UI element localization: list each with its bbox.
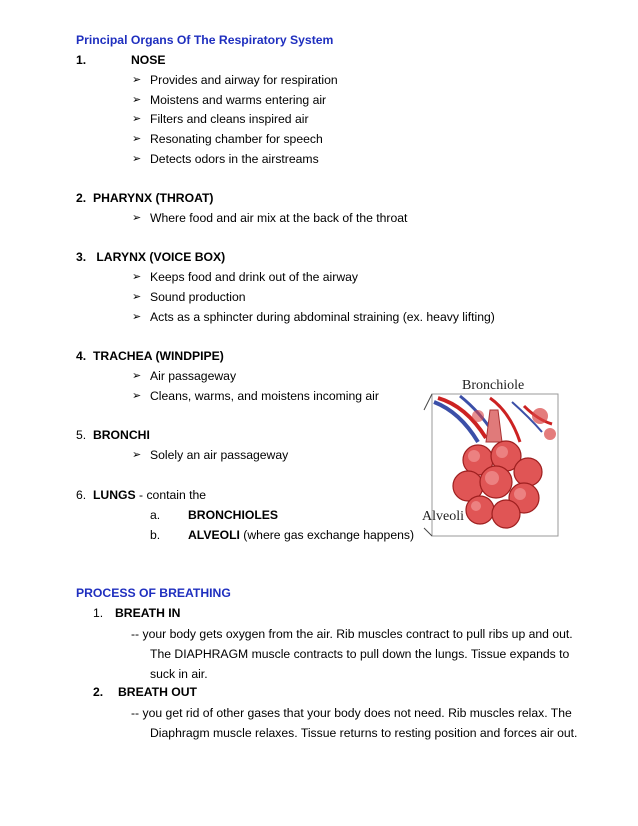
section-heading-process: PROCESS OF BREATHING: [76, 586, 231, 600]
arrow-bullet-icon: ➢: [132, 271, 142, 283]
sublist-item: [188, 508, 278, 522]
section-title: NOSE: [131, 53, 166, 67]
list-item-text: Sound production: [150, 290, 246, 304]
arrow-bullet-icon: ➢: [132, 291, 142, 303]
arrow-bullet-icon: ➢: [132, 449, 142, 461]
list-item-text: Air passageway: [150, 369, 237, 383]
paragraph-line: suck in air.: [150, 667, 208, 681]
sublist-item: [188, 528, 414, 542]
process-title: BREATH OUT: [118, 685, 197, 699]
section-heading: [76, 250, 225, 264]
section-number: 5.: [76, 428, 87, 442]
section-title: TRACHEA (WINDPIPE): [92, 349, 224, 363]
page-title: Principal Organs Of The Respiratory System: [76, 33, 334, 47]
process-title: BREATH IN: [115, 606, 181, 620]
arrow-bullet-icon: ➢: [132, 390, 142, 402]
section-heading: [76, 191, 213, 205]
section-number: 3.: [76, 250, 87, 264]
section-suffix: - contain the: [139, 488, 207, 502]
figure-label-alveoli: Alveoli: [422, 509, 464, 524]
list-item-text: Filters and cleans inspired air: [150, 112, 309, 126]
sublist-note: (where gas exchange happens): [239, 528, 415, 542]
paragraph-line: -- your body gets oxygen from the air. Rib muscles contract to pull ribs up and out.: [131, 627, 573, 641]
arrow-bullet-icon: ➢: [132, 74, 142, 86]
paragraph-line: The DIAPHRAGM muscle contracts to pull down the lungs. Tissue expands to: [150, 647, 570, 661]
list-item-text: Where food and air mix at the back of the throat: [150, 211, 408, 225]
list-item-text: Cleans, warms, and moistens incoming air: [150, 389, 379, 403]
section-title: BRONCHI: [92, 428, 150, 442]
sublist-term: BRONCHIOLES: [188, 508, 279, 522]
section-number: 4.: [76, 349, 87, 363]
section-heading: [76, 488, 206, 502]
section-number: 1.: [76, 53, 87, 67]
list-item-text: Provides and airway for respiration: [150, 73, 338, 87]
process-number: 1.: [93, 606, 104, 620]
sublist-letter: b.: [150, 528, 161, 542]
arrow-bullet-icon: ➢: [132, 113, 142, 125]
arrow-bullet-icon: ➢: [132, 94, 142, 106]
list-item-text: Acts as a sphincter during abdominal straining (ex. heavy lifting): [150, 310, 495, 324]
paragraph-line: -- you get rid of other gases that your body does not need. Rib muscles relax. The: [131, 706, 572, 720]
arrow-bullet-icon: ➢: [132, 370, 142, 382]
section-heading: [76, 428, 150, 442]
figure-label-bronchiole: Bronchiole: [462, 378, 525, 393]
list-item-text: Keeps food and drink out of the airway: [150, 270, 358, 284]
alveoli-drawing: [420, 372, 560, 540]
sublist-term: ALVEOLI: [188, 528, 240, 542]
list-item-text: Moistens and warms entering air: [150, 93, 327, 107]
section-number: 6.: [76, 488, 87, 502]
list-item-text: Resonating chamber for speech: [150, 132, 323, 146]
list-item-text: Solely an air passageway: [150, 448, 289, 462]
sublist-letter: a.: [150, 508, 161, 522]
alveoli-illustration: [420, 372, 560, 540]
section-title: LARYNX (VOICE BOX): [96, 250, 226, 264]
section-heading: [76, 349, 224, 363]
section-title: PHARYNX (THROAT): [92, 191, 214, 205]
list-item-text: Detects odors in the airstreams: [150, 152, 319, 166]
arrow-bullet-icon: ➢: [132, 212, 142, 224]
paragraph-line: Diaphragm muscle relaxes. Tissue returns to resting position and forces air out.: [150, 726, 578, 740]
arrow-bullet-icon: ➢: [132, 153, 142, 165]
process-number: 2.: [93, 685, 104, 699]
arrow-bullet-icon: ➢: [132, 133, 142, 145]
arrow-bullet-icon: ➢: [132, 311, 142, 323]
section-title: LUNGS: [92, 488, 136, 502]
section-number: 2.: [76, 191, 87, 205]
